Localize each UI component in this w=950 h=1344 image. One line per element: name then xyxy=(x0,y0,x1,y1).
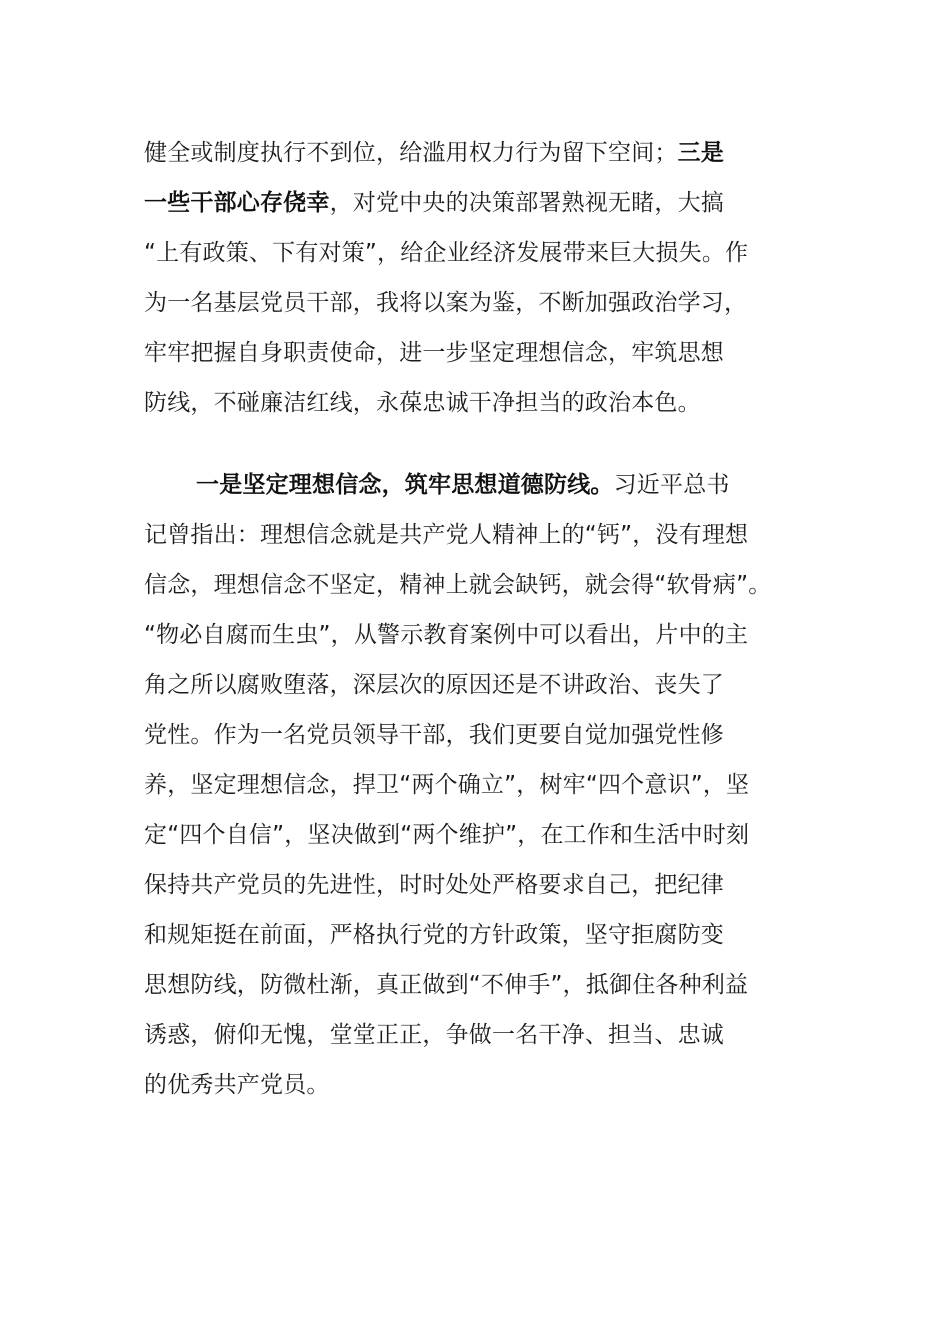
text-line: 的优秀共产党员。 xyxy=(144,1072,330,1098)
text-line: 牢牢把握自身职责使命，进一步坚定理想信念，牢筑思想 xyxy=(144,340,724,366)
text-line: 防线，不碰廉洁红线，永葆忠诚干净担当的政治本色。 xyxy=(144,390,701,416)
text-line: 诱惑，俯仰无愧，堂堂正正，争做一名干净、担当、忠诚 xyxy=(144,1022,724,1048)
text-line: 和规矩挺在前面，严格执行党的方针政策，坚守拒腐防变 xyxy=(144,922,724,948)
text-line: 记曾指出：理想信念就是共产党人精神上的“钙”，没有理想 xyxy=(144,522,749,548)
text-line xyxy=(144,128,824,178)
text-line: “上有政策、下有对策”，给企业经济发展带来巨大损失。作 xyxy=(144,240,749,266)
text-segment: 习近平总书 xyxy=(613,472,730,498)
text-line: 养，坚定理想信念，捍卫“两个确立”，树牢“四个意识”，坚 xyxy=(144,772,750,798)
section-heading: 一是坚定理想信念，筑牢思想道德防线。 xyxy=(196,472,614,498)
text-line: 定“四个自信”，坚决做到“两个维护”，在工作和生活中时刻 xyxy=(144,822,750,848)
bold-phrase: 一些干部心存侥幸 xyxy=(144,190,330,216)
text-line: 角之所以腐败堕落，深层次的原因还是不讲政治、丧失了 xyxy=(144,672,724,698)
text-line: 党性。作为一名党员领导干部，我们更要自觉加强党性修 xyxy=(144,722,724,748)
text-line: 为一名基层党员干部，我将以案为鉴，不断加强政治学习， xyxy=(144,290,748,316)
text-line xyxy=(144,460,824,510)
text-segment: ，对党中央的决策部署熟视无睹，大搞 xyxy=(329,190,725,216)
text-segment: 健全或制度执行不到位，给滥用权力行为留下空间； xyxy=(144,140,678,166)
text-line xyxy=(144,178,824,228)
bold-phrase: 三是 xyxy=(677,140,725,166)
text-line: 保持共产党员的先进性，时时处处严格要求自己，把纪律 xyxy=(144,872,724,898)
paragraph-2 xyxy=(144,460,824,1110)
text-line: 信念，理想信念不坚定，精神上就会缺钙，就会得“软骨病”。 xyxy=(144,572,772,598)
paragraph-1 xyxy=(144,128,824,428)
text-line: “物必自腐而生虫”，从警示教育案例中可以看出，片中的主 xyxy=(144,622,749,648)
text-line: 思想防线，防微杜渐，真正做到“不伸手”，抵御住各种利益 xyxy=(144,972,749,998)
